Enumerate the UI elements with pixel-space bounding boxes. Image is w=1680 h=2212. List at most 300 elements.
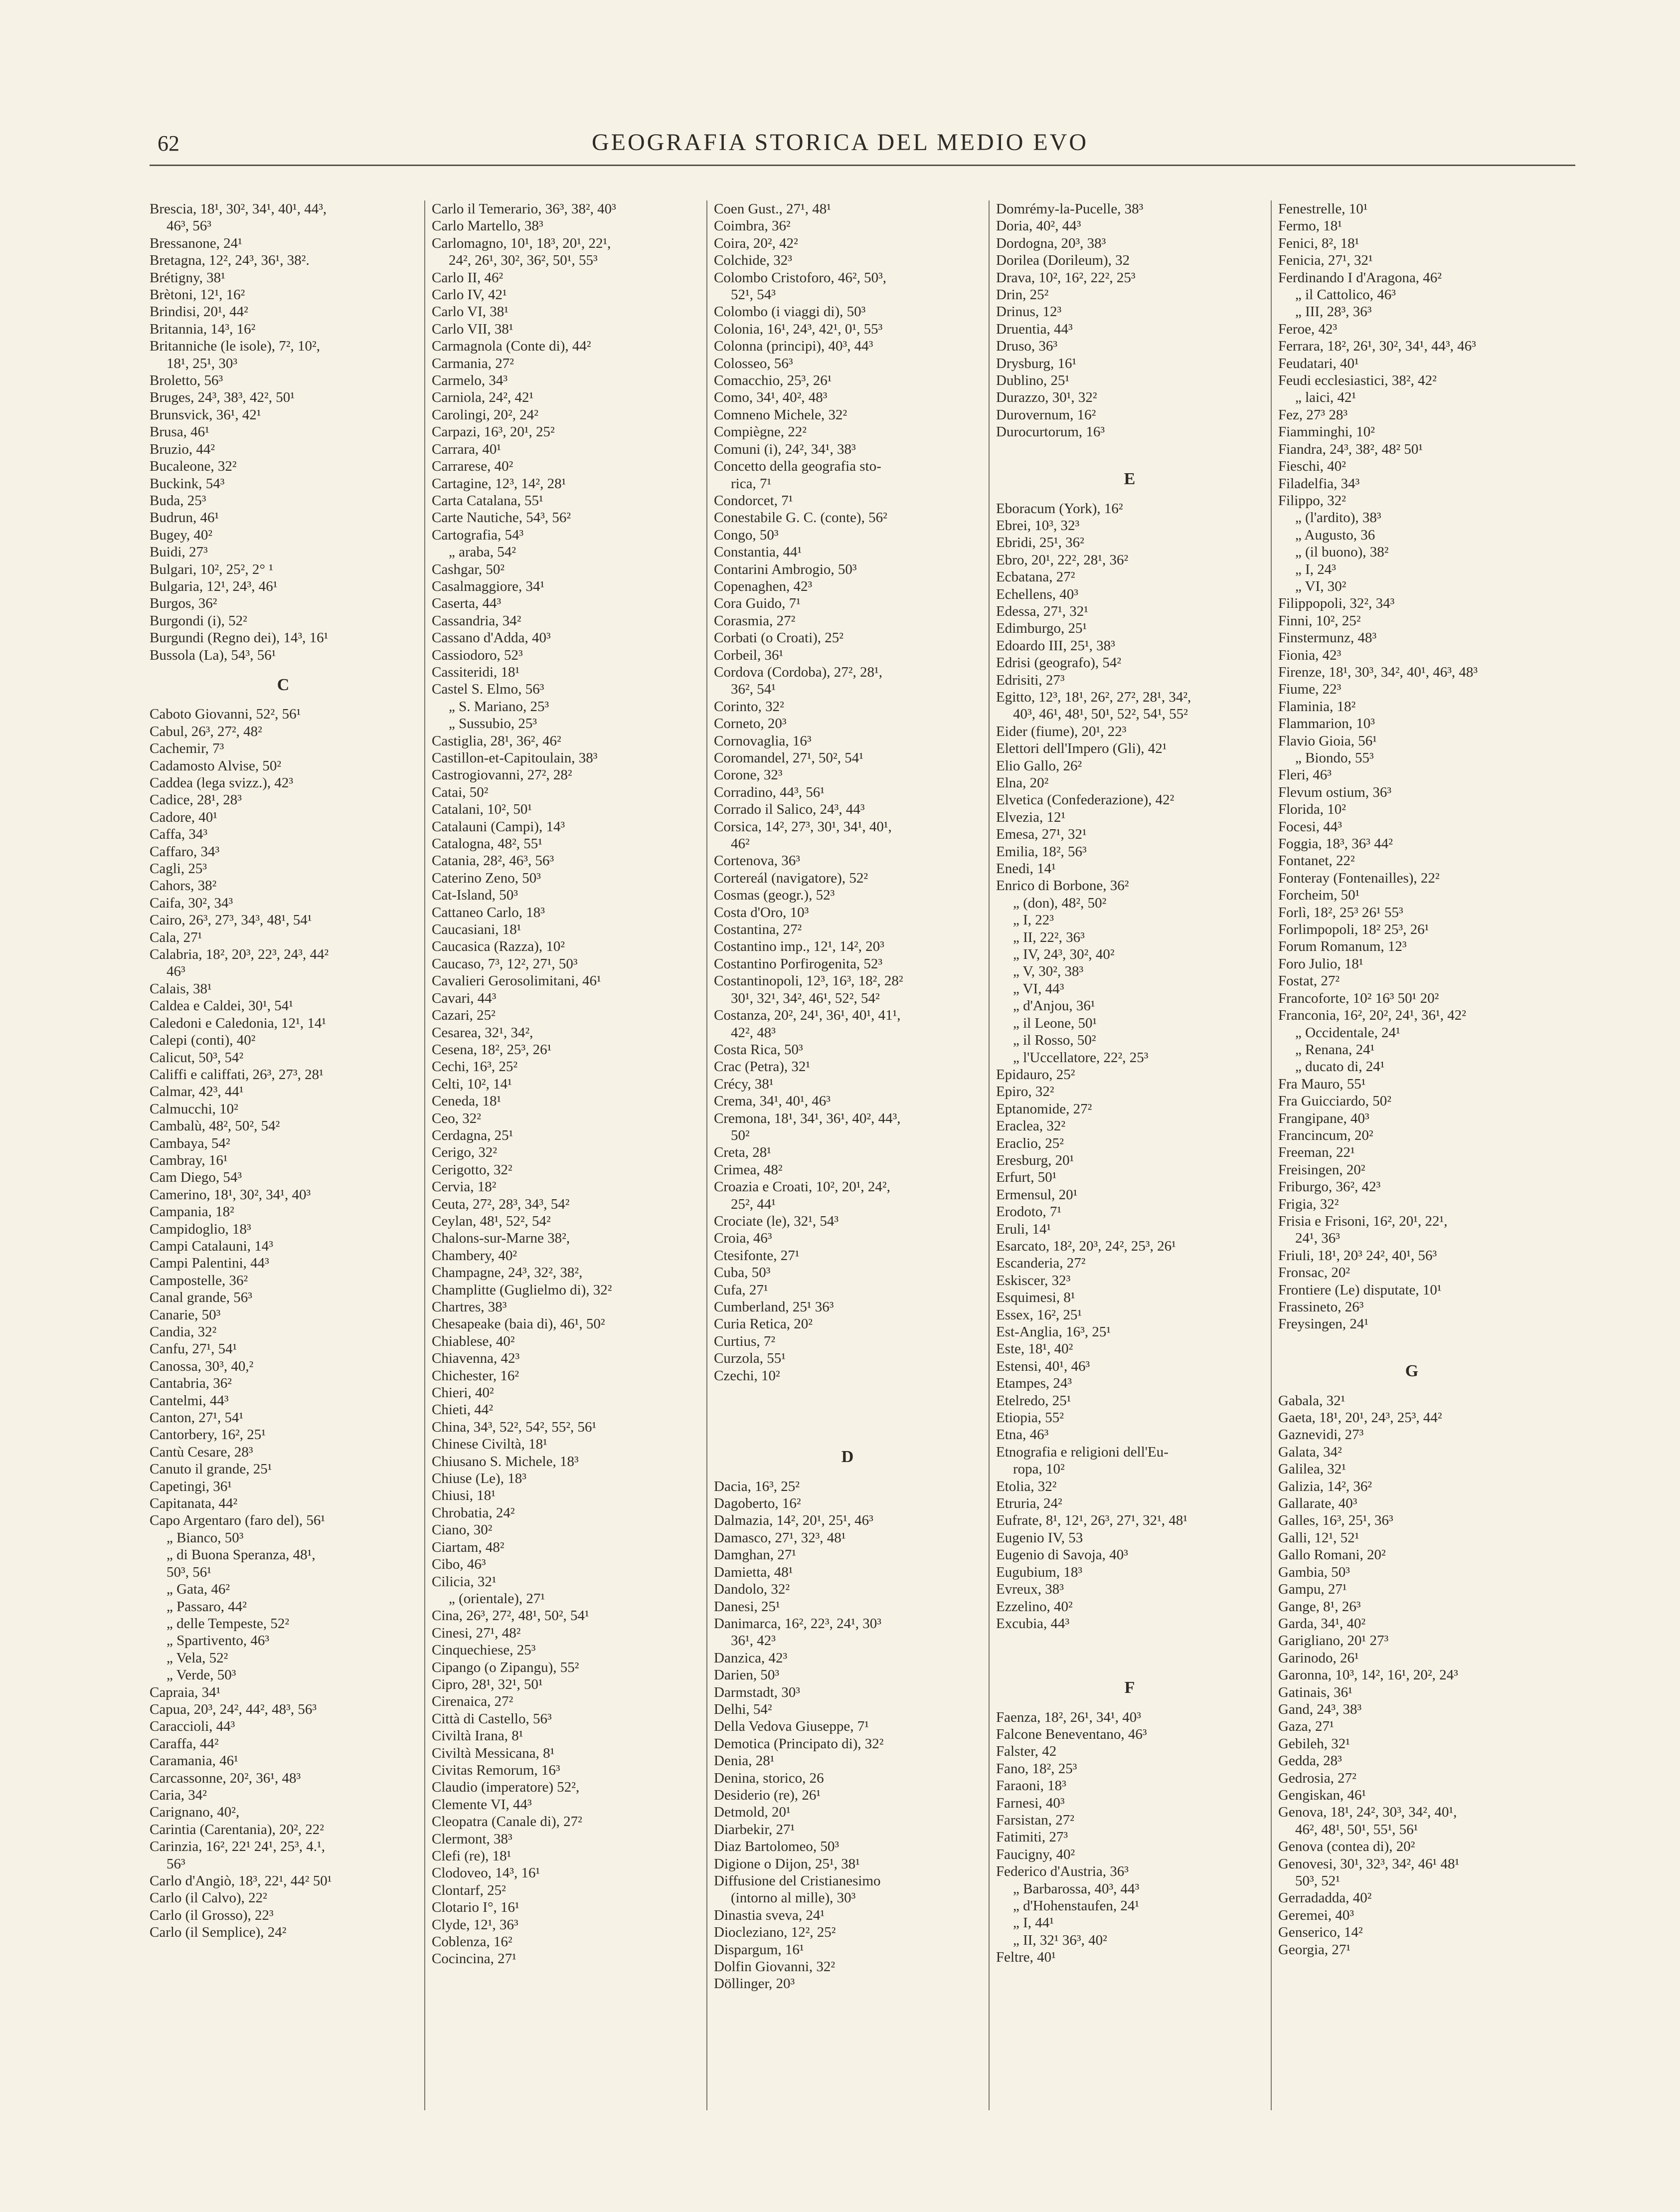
index-entry: Fenicia, 27¹, 32¹ [1278,252,1373,269]
index-column-2 [432,200,699,2175]
index-entry: Ebridi, 25¹, 36² [996,535,1084,551]
index-entry: Calmar, 42³, 44¹ [150,1084,244,1100]
index-entry: „ VI, 44³ [1013,980,1064,997]
index-entry: „ Passaro, 44² [167,1598,247,1615]
index-entry: Cipro, 28¹, 32¹, 50¹ [432,1676,543,1692]
index-entry: Fenici, 8², 18¹ [1278,235,1359,251]
index-entry: Epiro, 32² [996,1084,1054,1100]
index-entry: Ciartam, 48² [432,1539,504,1555]
index-entry: Campostelle, 36² [150,1272,248,1289]
index-entry: Edimburgo, 25¹ [996,620,1087,637]
index-entry: „ il Rosso, 50² [1013,1032,1096,1049]
index-entry: Corrado il Salico, 24³, 44³ [714,801,865,818]
index-entry: Durazzo, 30¹, 32² [996,389,1097,406]
index-entry: Farsistan, 27² [996,1812,1074,1828]
index-entry: Cremona, 18¹, 34¹, 36¹, 40², 44³, [714,1110,901,1126]
index-entry: Canossa, 30³, 40,² [150,1358,254,1374]
index-entry: 50³, 52¹ [1295,1873,1340,1889]
index-entry: Ciano, 30² [432,1522,493,1538]
index-entry: Cibo, 46³ [432,1556,486,1573]
index-entry: Camerino, 18¹, 30², 34¹, 40³ [150,1186,311,1203]
index-entry: Chiavenna, 42³ [432,1350,520,1367]
index-entry: Gange, 8¹, 26³ [1278,1598,1361,1615]
index-entry: Galli, 12¹, 52¹ [1278,1529,1359,1546]
index-entry: „ II, 22², 36³ [1013,929,1085,945]
index-entry: Esarcato, 18², 20³, 24², 25³, 26¹ [996,1238,1176,1254]
index-entry: Cesena, 18², 25³, 26¹ [432,1041,552,1058]
index-entry: Cufa, 27¹ [714,1282,768,1298]
index-entry: Carpazi, 16³, 20¹, 25² [432,424,555,440]
index-entry: Calabria, 18², 20³, 22³, 24³, 44² [150,946,329,963]
index-entry: Edrisiti, 27³ [996,672,1065,688]
index-entry: Clodoveo, 14³, 16¹ [432,1865,540,1881]
index-entry: Gabala, 32¹ [1278,1392,1345,1409]
index-entry: „ Sussubio, 25³ [449,716,537,732]
index-entry: Gampu, 27¹ [1278,1581,1347,1598]
index-entry: Enedi, 14¹ [996,861,1056,877]
index-entry: Doria, 40², 44³ [996,218,1081,234]
index-entry: Florida, 10² [1278,801,1346,818]
index-entry: 52¹, 54³ [731,287,776,303]
index-entry: Fra Guicciardo, 50² [1278,1093,1391,1109]
index-entry: Dolfin Giovanni, 32² [714,1959,836,1975]
index-entry: Clermont, 38³ [432,1831,512,1847]
index-entry: Congo, 50³ [714,527,779,543]
index-entry: Elvezia, 12¹ [996,809,1066,825]
index-entry: Danimarca, 16², 22³, 24¹, 30³ [714,1615,881,1632]
index-entry: Carlo VII, 38¹ [432,321,513,337]
index-entry: Cortereál (navigatore), 52² [714,870,868,886]
index-entry: Caldea e Caldei, 30¹, 54¹ [150,998,293,1014]
index-entry: Edessa, 27¹, 32¹ [996,603,1088,619]
index-entry: Coromandel, 27¹, 50², 54¹ [714,750,863,766]
index-entry: Corradino, 44³, 56¹ [714,784,825,800]
index-entry: Catalani, 10², 50¹ [432,801,532,818]
index-entry: Gaza, 27¹ [1278,1718,1334,1735]
index-entry: Damasco, 27¹, 32³, 48¹ [714,1529,846,1546]
index-entry: Flavio Gioia, 56¹ [1278,733,1377,749]
index-entry: Califfi e califfati, 26³, 27³, 28¹ [150,1066,324,1083]
index-entry: Faucigny, 40² [996,1846,1075,1862]
index-entry: Este, 18¹, 40² [996,1341,1073,1357]
column-divider [706,200,707,2110]
index-entry: Eboracum (York), 16² [996,500,1123,517]
index-entry: Città di Castello, 56³ [432,1710,552,1727]
index-entry: Gaeta, 18¹, 20¹, 24³, 25³, 44² [1278,1410,1442,1426]
index-entry: Carmelo, 34³ [432,372,508,389]
index-entry: Galata, 34² [1278,1444,1342,1460]
index-entry: Carrara, 40¹ [432,441,502,457]
index-entry: Fonteray (Fontenailles), 22² [1278,870,1440,886]
index-entry: Carlomagno, 10¹, 18³, 20¹, 22¹, [432,235,611,251]
index-entry: Corbeil, 36¹ [714,647,784,663]
index-entry: Cambaya, 54² [150,1135,230,1151]
index-entry: Genserico, 14² [1278,1924,1363,1941]
index-entry: Bulgari, 10², 25², 2° ¹ [150,561,273,577]
index-entry: Cumberland, 25¹ 36³ [714,1299,834,1315]
index-entry: Britanniche (le isole), 7², 10², [150,338,320,355]
index-entry: Garinodo, 26¹ [1278,1650,1359,1666]
index-entry: Foro Julio, 18¹ [1278,955,1363,972]
index-entry: Concetto della geografia sto- [714,458,881,475]
index-entry: Fiume, 22³ [1278,681,1342,698]
index-entry: Castel S. Elmo, 56³ [432,681,544,698]
index-entry: Canal grande, 56³ [150,1290,252,1306]
index-entry: Damghan, 27¹ [714,1547,796,1563]
index-entry: Frisia e Frisoni, 16², 20¹, 22¹, [1278,1213,1448,1229]
index-entry: „ Barbarossa, 40³, 44³ [1013,1880,1140,1897]
index-entry: Coimbra, 36² [714,218,791,234]
index-entry: Caledoni e Caledonia, 12¹, 14¹ [150,1015,327,1031]
index-entry: Dorilea (Dorileum), 32 [996,252,1130,269]
index-entry: 46³ [167,963,185,980]
index-entry: Comacchio, 25³, 26¹ [714,372,832,389]
index-entry: Burgundi (Regno dei), 14³, 16¹ [150,630,329,646]
index-entry: Chiusano S. Michele, 18³ [432,1453,579,1470]
index-entry: Casalmaggiore, 34¹ [432,578,545,594]
index-entry: „ Biondo, 55³ [1295,750,1374,766]
index-entry: Dalmazia, 14², 20¹, 25¹, 46³ [714,1512,873,1529]
index-entry: Ceuta, 27², 28³, 34³, 54² [432,1196,570,1212]
index-entry: Eufrate, 8¹, 12¹, 26³, 27¹, 32¹, 48¹ [996,1512,1187,1529]
index-entry: Fiamminghi, 10² [1278,424,1375,440]
index-entry [714,1384,981,1401]
index-entry: Genova (contea di), 20² [1278,1839,1415,1855]
index-entry: Curtius, 7² [714,1333,776,1349]
index-entry: Drava, 10², 16², 22², 25³ [996,269,1136,286]
index-entry: Dinastia sveva, 24¹ [714,1907,825,1923]
index-entry: Gedda, 28³ [1278,1753,1342,1769]
index-entry: „ I, 22³ [1013,912,1054,928]
index-entry: Cassiteridi, 18¹ [432,664,520,680]
index-entry: Carmagnola (Conte di), 44² [432,338,591,355]
index-entry: Brusa, 46¹ [150,424,209,440]
index-entry: Crema, 34¹, 40¹, 46³ [714,1093,831,1109]
index-entry: Eresburg, 20¹ [996,1152,1074,1168]
index-entry: Ezzelino, 40² [996,1598,1073,1615]
index-entry: Cervia, 18² [432,1179,497,1195]
index-entry: „ (l'ardito), 38³ [1295,510,1381,526]
index-entry: Bucaleone, 32² [150,458,237,475]
index-entry: Corsica, 14², 27³, 30¹, 34¹, 40¹, [714,818,892,835]
index-entry: Curia Retica, 20² [714,1316,813,1332]
index-entry: Gallo Romani, 20² [1278,1547,1386,1563]
section-letter: C [277,675,290,694]
index-entry: Carlo IV, 42¹ [432,287,507,303]
index-entry: Claudio (imperatore) 52², [432,1779,580,1796]
index-entry: 25², 44¹ [731,1196,776,1212]
index-entry: Gerradadda, 40² [1278,1890,1372,1906]
index-entry: Diocleziano, 12², 25² [714,1924,836,1941]
index-entry: Carignano, 40², [150,1804,240,1821]
index-entry: Carte Nautiche, 54³, 56² [432,510,571,526]
index-entry: Como, 34¹, 40², 48³ [714,389,828,406]
index-entry: Durovernum, 16² [996,406,1096,423]
index-entry: „ I, 44¹ [1013,1915,1054,1931]
index-entry: Calicut, 50³, 54² [150,1049,244,1066]
index-entry: Campi Palentini, 44³ [150,1255,269,1272]
index-entry: Fionia, 42³ [1278,647,1342,663]
index-entry: Brétigny, 38¹ [150,269,225,286]
index-entry: Diarbekir, 27¹ [714,1821,795,1838]
index-entry: Dordogna, 20³, 38³ [996,235,1106,251]
index-entry: Caramania, 46¹ [150,1753,238,1769]
index-entry: Ebro, 20¹, 22², 28¹, 36² [996,552,1129,568]
index-entry: (intorno al mille), 30³ [731,1890,856,1906]
index-entry: Egitto, 12³, 18¹, 26², 27², 28¹, 34², [996,689,1191,705]
index-entry: Garda, 34¹, 40² [1278,1615,1366,1632]
index-entry: Caraffa, 44² [150,1735,219,1752]
index-entry: Coblenza, 16² [432,1934,512,1950]
index-entry: Caraccioli, 44³ [150,1718,235,1735]
index-entry: Croia, 46³ [714,1230,772,1247]
index-entry: 30¹, 32¹, 34², 46¹, 52², 54² [731,990,880,1006]
index-entry: Chalons-sur-Marne 38², [432,1230,570,1247]
index-entry [714,1419,981,1436]
index-entry: „ S. Mariano, 25³ [449,698,549,715]
index-column-1 [150,200,417,2175]
column-divider [424,200,425,2110]
index-entry: Costantino Porfirogenita, 52³ [714,955,883,972]
index-entry: Geremei, 40³ [1278,1907,1354,1923]
index-entry: Curzola, 55¹ [714,1350,786,1367]
index-entry: Eruli, 14¹ [996,1221,1051,1237]
index-entry: „ IV, 24³, 30², 40² [1013,946,1115,963]
index-entry: Cantù Cesare, 28³ [150,1444,253,1460]
index-entry: Elettori dell'Impero (Gli), 42¹ [996,740,1167,757]
index-entry: Etnografia e religioni dell'Eu- [996,1444,1169,1460]
index-entry: 36¹, 42³ [731,1633,776,1649]
index-entry: Caucasiani, 18¹ [432,922,521,938]
index-entry: Carrarese, 40² [432,458,513,475]
index-entry: Canuto il grande, 25¹ [150,1461,272,1477]
index-entry: „ araba, 54² [449,544,516,560]
index-entry: Ctesifonte, 27¹ [714,1247,800,1264]
index-entry: Bussola (La), 54³, 56¹ [150,647,276,663]
index-entry: „ VI, 30² [1295,578,1346,594]
index-entry: „ (orientale), 27¹ [449,1590,545,1607]
index-entry: „ Bianco, 50³ [167,1529,244,1546]
index-entry: Finni, 10², 25² [1278,612,1361,629]
index-entry: Cachemir, 7³ [150,740,224,757]
index-entry: Cornovaglia, 16³ [714,733,812,749]
index-entry: Epidauro, 25² [996,1066,1075,1083]
index-entry: Ecbatana, 27² [996,569,1075,585]
index-entry: Cartografia, 54³ [432,527,524,543]
index-entry: „ (don), 48², 50² [1013,895,1107,911]
index-entry: Demotica (Principato di), 32² [714,1735,884,1752]
index-entry: Cinesi, 27¹, 48² [432,1625,521,1641]
index-entry: Castiglia, 28¹, 36², 46² [432,733,561,749]
index-entry: Falster, 42 [996,1743,1057,1760]
index-entry: Galles, 16³, 25¹, 36³ [1278,1512,1393,1529]
index-entry: Champagne, 24³, 32², 38², [432,1265,583,1281]
index-entry: Caucaso, 7³, 12², 27¹, 50³ [432,955,578,972]
index-entry: Fermo, 18¹ [1278,218,1342,234]
index-entry: 46² [731,836,750,852]
index-entry: Damietta, 48¹ [714,1564,793,1580]
index-entry [996,1632,1263,1649]
index-entry: Caddea (lega svizz.), 42³ [150,775,294,791]
index-entry: Edoardo III, 25¹, 38³ [996,637,1115,654]
index-entry: Falcone Beneventano, 46³ [996,1726,1147,1742]
index-entry: Costantina, 27² [714,922,802,938]
index-entry: Burgondi (i), 52² [150,612,247,629]
index-entry: „ Renana, 24¹ [1295,1041,1375,1058]
index-entry: Dagoberto, 16² [714,1495,801,1512]
index-entry: Contarini Ambrogio, 50³ [714,561,857,577]
index-entry: Castillon-et-Capitoulain, 38³ [432,750,598,766]
index-entry: Eptanomide, 27² [996,1101,1092,1117]
index-entry: „ II, 32¹ 36³, 40² [1013,1932,1107,1948]
index-entry: Dandolo, 32² [714,1581,790,1598]
index-entry: Cerdagna, 25¹ [432,1127,513,1143]
index-entry: Bretagna, 12², 24³, 36¹, 38². [150,252,310,269]
index-entry: Drinus, 12³ [996,304,1062,320]
index-entry: Calais, 38¹ [150,980,212,997]
index-entry: Fatimiti, 27³ [996,1829,1068,1845]
index-entry: Coira, 20², 42² [714,235,798,251]
index-entry: Conestabile G. C. (conte), 56² [714,510,887,526]
index-entry: Carinzia, 16², 22¹ 24¹, 25³, 4.¹, [150,1839,325,1855]
index-entry: Cassano d'Adda, 40³ [432,630,551,646]
index-entry: Enrico di Borbone, 36² [996,878,1129,894]
index-entry: Canfu, 27¹, 54¹ [150,1341,237,1357]
index-entry: Cambalù, 48², 50², 54² [150,1118,280,1134]
index-entry: „ il Leone, 50¹ [1013,1015,1097,1031]
index-entry: Civiltà Messicana, 8¹ [432,1745,555,1761]
index-entry: Drysburg, 16¹ [996,355,1077,371]
index-entry: Diffusione del Cristianesimo [714,1873,881,1889]
index-entry: Fez, 27³ 28³ [1278,406,1348,423]
index-entry: Campania, 18² [150,1204,234,1220]
index-entry: Eugubium, 18³ [996,1564,1083,1580]
index-entry: Garigliano, 20¹ 27³ [1278,1633,1389,1649]
index-entry: Filadelfia, 34³ [1278,475,1360,492]
index-entry: Chieri, 40² [432,1385,494,1401]
index-entry: Cat-Island, 50³ [432,887,518,904]
index-entry: Cashgar, 50² [432,561,505,577]
column-divider [989,200,990,2110]
index-entry: „ di Buona Speranza, 48¹, [167,1547,316,1563]
index-entry: Cassiodoro, 52³ [432,647,523,663]
index-entry: 50² [731,1127,750,1143]
index-entry: Etna, 46³ [996,1427,1049,1443]
index-entry [996,1650,1263,1666]
index-entry: Domrémy-la-Pucelle, 38³ [996,201,1144,217]
index-entry: Capua, 20³, 24², 44², 48³, 56³ [150,1701,317,1717]
index-entry: Budrun, 46¹ [150,510,219,526]
index-entry: Castrogiovanni, 27², 28² [432,767,572,783]
index-entry: Chieti, 44² [432,1402,494,1418]
index-entry: „ Augusto, 36 [1295,527,1375,543]
index-entry: Campi Catalauni, 14³ [150,1238,273,1254]
index-entry: Francincum, 20² [1278,1127,1373,1143]
index-entry: Gallarate, 40³ [1278,1495,1357,1512]
index-entry: Cahors, 38² [150,878,217,894]
index-entry: Excubia, 44³ [996,1615,1070,1632]
index-entry: Fostat, 27² [1278,973,1340,989]
index-entry: Crimea, 48² [714,1161,783,1178]
index-entry: Brunsvick, 36¹, 42¹ [150,406,261,423]
index-entry: Candia, 32² [150,1324,217,1340]
index-entry: Elna, 20² [996,775,1049,791]
index-entry: Denia, 28¹ [714,1753,775,1769]
index-entry: „ Vela, 52² [167,1650,228,1666]
index-entry: Digione o Dijon, 25¹, 38¹ [714,1855,860,1872]
index-entry: Friuli, 18¹, 20³ 24², 40¹, 56³ [1278,1247,1437,1264]
index-entry: Carcassonne, 20², 36¹, 48³ [150,1770,301,1786]
index-entry: Fontanet, 22² [1278,853,1355,869]
index-entry: Bruzio, 44² [150,441,215,457]
index-entry: Foggia, 18³, 36³ 44² [1278,836,1393,852]
index-entry: Cosmas (geogr.), 52³ [714,887,835,904]
index-entry: Capitanata, 44² [150,1495,238,1512]
index-entry: Brescia, 18¹, 30², 34¹, 40¹, 44³, [150,201,327,217]
index-entry: „ il Cattolico, 46³ [1295,287,1396,303]
index-column-5 [1278,200,1545,2175]
index-entry: Frangipane, 40³ [1278,1110,1369,1126]
index-entry: Eugenio di Savoja, 40³ [996,1547,1128,1563]
index-entry: Elvetica (Confederazione), 42² [996,792,1175,808]
index-entry: Carintia (Carentania), 20², 22² [150,1821,324,1838]
index-entry: Buckink, 54³ [150,475,225,492]
index-entry: Cabul, 26³, 27², 48² [150,723,262,739]
index-entry: Carlo II, 46² [432,269,504,286]
index-entry: Ermensul, 20¹ [996,1186,1078,1203]
index-entry: Danesi, 25¹ [714,1598,780,1615]
index-entry: Cadore, 40¹ [150,809,217,825]
index-entry: Capo Argentaro (faro del), 56¹ [150,1512,326,1529]
index-entry: 18¹, 25¹, 30³ [167,355,238,371]
index-entry: 24², 26¹, 30², 36², 50¹, 55³ [449,252,598,269]
index-entry: Clyde, 12¹, 36³ [432,1916,518,1933]
index-entry: Est-Anglia, 16³, 25¹ [996,1324,1111,1340]
section-letter: E [1124,470,1136,489]
index-entry: Fiandra, 24³, 38², 48² 50¹ [1278,441,1423,457]
index-entry: Etruria, 24² [996,1495,1062,1512]
index-entry: Druentia, 44³ [996,321,1073,337]
index-entry: China, 34³, 52², 54², 55², 56¹ [432,1419,597,1435]
index-entry: Faraoni, 18³ [996,1778,1066,1794]
index-entry: Feudatari, 40¹ [1278,355,1359,371]
index-entry: Cavari, 44³ [432,990,497,1006]
index-entry: 40³, 46¹, 48¹, 50¹, 52², 54¹, 55² [1013,706,1188,723]
index-entry: Calepi (conti), 40² [150,1032,256,1049]
index-entry: Colonia, 16¹, 24³, 42¹, 0¹, 55³ [714,321,883,337]
index-entry: 50³, 56¹ [167,1564,211,1580]
index-entry: Caria, 34² [150,1787,207,1803]
index-entry: Chiuse (Le), 18³ [432,1471,526,1487]
index-entry: Friburgo, 36², 42³ [1278,1179,1381,1195]
index-entry: Elio Gallo, 26² [996,757,1082,774]
index-entry: 36², 54¹ [731,681,776,698]
index-entry: Clefi (re), 18¹ [432,1848,511,1864]
index-entry: Druso, 36³ [996,338,1058,355]
index-entry: Forlimpopoli, 18² 25³, 26¹ [1278,922,1429,938]
index-entry: Erodoto, 7¹ [996,1204,1062,1220]
index-entry: Durocurtorum, 16³ [996,424,1105,440]
index-entry: rica, 7¹ [731,475,772,492]
index-entry: Champlitte (Guglielmo di), 32² [432,1282,612,1298]
index-entry: Britannia, 14³, 16² [150,321,256,337]
index-entry: Dublino, 25¹ [996,372,1070,389]
index-entry: Feudi ecclesiastici, 38², 42² [1278,372,1437,389]
index-entry: „ l'Uccellatore, 22², 25³ [1013,1049,1149,1066]
index-entry: Carlo il Temerario, 36³, 38², 40³ [432,201,616,217]
index-entry: Corinto, 32² [714,698,784,715]
index-entry: Fano, 18², 25³ [996,1760,1077,1777]
